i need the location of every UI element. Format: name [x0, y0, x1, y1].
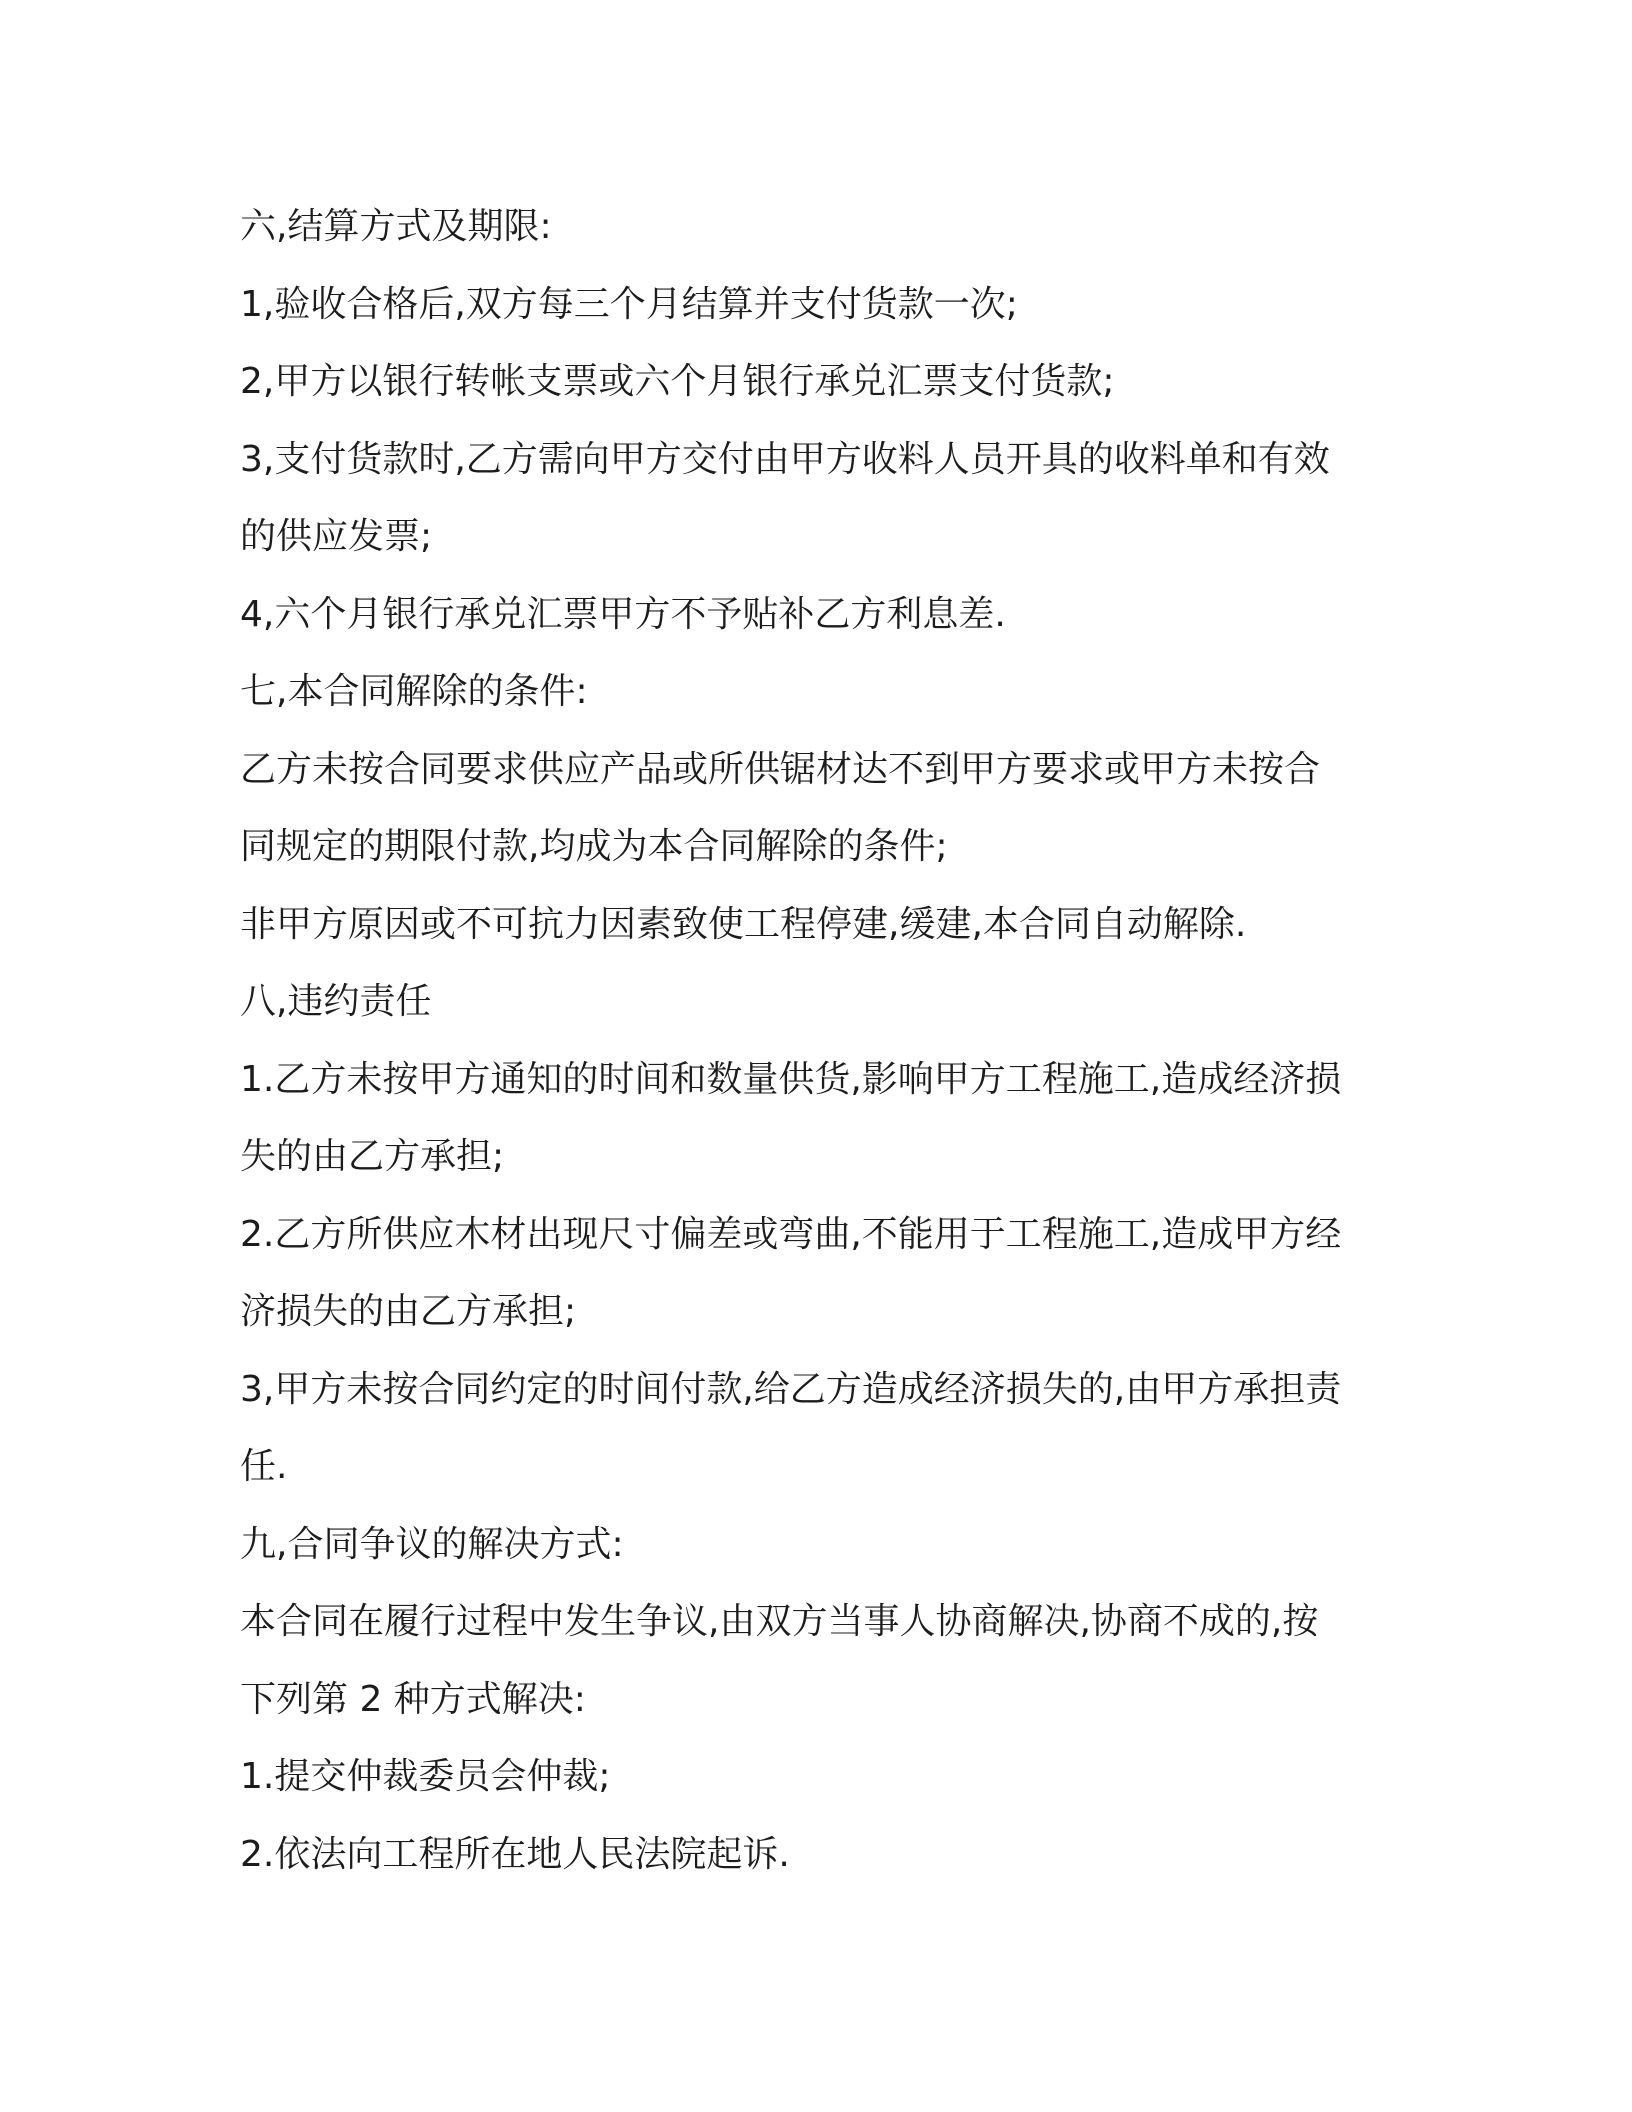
clause-line: 失的由乙方承担;: [240, 1136, 505, 1177]
clause-line: 2.依法向工程所在地人民法院起诉.: [240, 1833, 790, 1875]
section-heading-9: 九,合同争议的解决方式:: [240, 1523, 624, 1565]
clause-line: 任.: [240, 1446, 288, 1487]
clause-line: 的供应发票;: [240, 516, 433, 557]
clause-line: 乙方未按合同要求供应产品或所供锯材达不到甲方要求或甲方未按合: [240, 748, 1321, 790]
clause-line: 1.乙方未按甲方通知的时间和数量供货,影响甲方工程施工,造成经济损: [240, 1058, 1342, 1100]
clause-line: 同规定的期限付款,均成为本合同解除的条件;: [240, 826, 948, 867]
section-heading-7: 七,本合同解除的条件:: [240, 671, 588, 712]
clause-line: 济损失的由乙方承担;: [240, 1291, 577, 1332]
clause-line: 2.乙方所供应木材出现尺寸偏差或弯曲,不能用于工程施工,造成甲方经: [240, 1213, 1342, 1255]
clause-line: 2,甲方以银行转帐支票或六个月银行承兑汇票支付货款;: [240, 361, 1115, 402]
clause-line: 非甲方原因或不可抗力因素致使工程停建,缓建,本合同自动解除.: [240, 903, 1247, 945]
section-heading-8: 八,违约责任: [240, 981, 432, 1022]
clause-line: 本合同在履行过程中发生争议,由双方当事人协商解决,协商不成的,按: [240, 1601, 1319, 1642]
section-heading-6: 六,结算方式及期限:: [240, 206, 552, 247]
document-body: [240, 188, 1380, 1893]
clause-line: 4,六个月银行承兑汇票甲方不予贴补乙方利息差.: [240, 593, 1006, 635]
clause-line: 1,验收合格后,双方每三个月结算并支付货款一次;: [240, 283, 1018, 325]
clause-line: 1.提交仲裁委员会仲裁;: [240, 1756, 611, 1797]
clause-line: 下列第 2 种方式解决:: [240, 1678, 586, 1720]
clause-line: 3,甲方未按合同约定的时间付款,给乙方造成经济损失的,由甲方承担责: [240, 1368, 1342, 1410]
clause-line: 3,支付货款时,乙方需向甲方交付由甲方收料人员开具的收料单和有效: [240, 438, 1330, 480]
